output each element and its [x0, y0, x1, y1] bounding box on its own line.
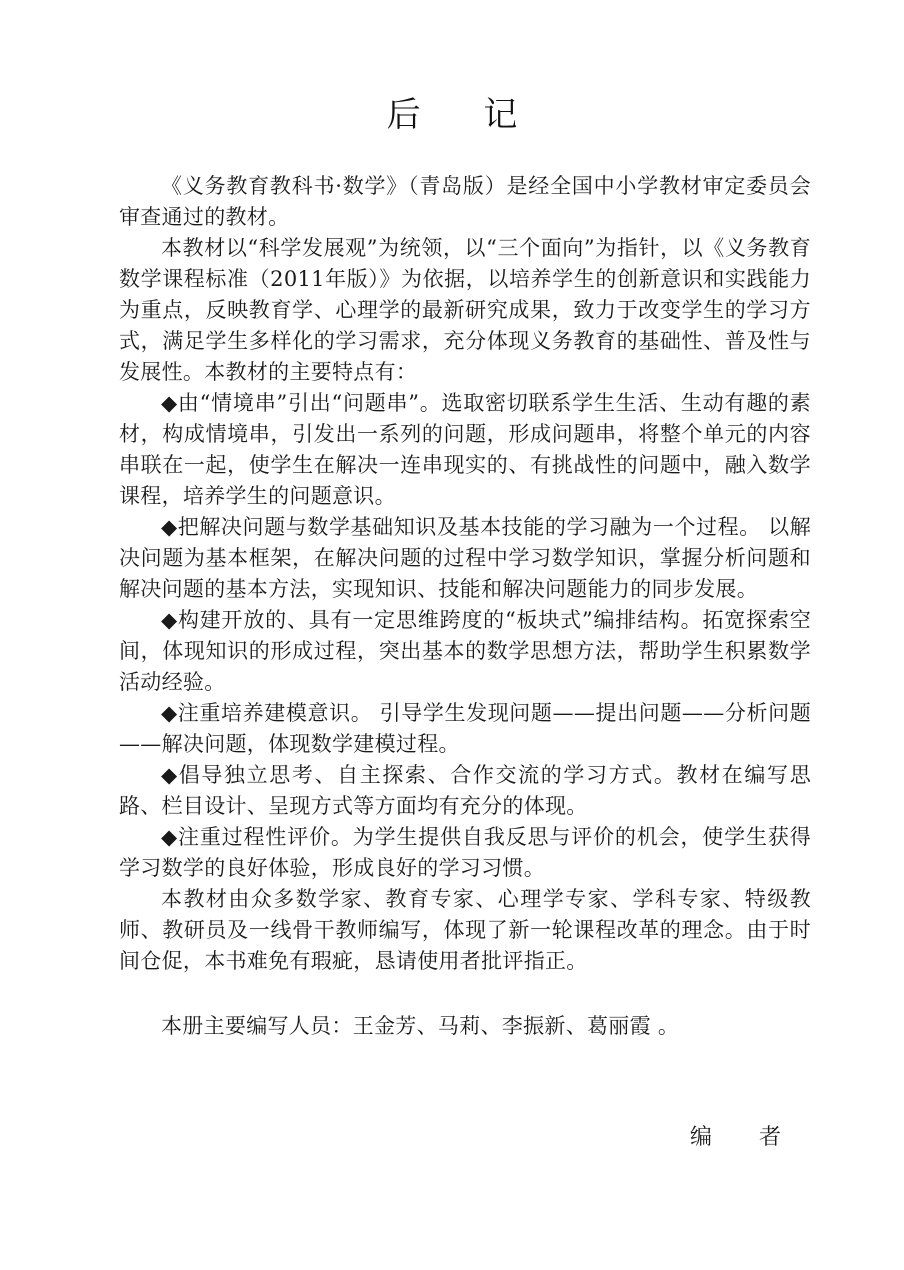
- body-text: [119, 171, 811, 977]
- paragraph-feature-1: ◆由“情境串”引出“问题串”。选取密切联系学生生活、生动有趣的素材，构成情境串，引发出一系列的问题，形成问题串，将整个单元的内容串联在一起，使学生在解决一连串现实的、有挑战性的问题中，融入数学课程，培养学生的问题意识。: [119, 391, 811, 508]
- paragraph-feature-6: ◆注重过程性评价。为学生提供自我反思与评价的机会，使学生获得学习数学的良好体验，形成良好的学习习惯。: [119, 825, 811, 880]
- page-title: 后 记: [386, 95, 544, 135]
- paragraph-intro: 《义务教育教科书·数学》（青岛版）是经全国中小学教材审定委员会审查通过的教材。: [119, 174, 811, 229]
- paragraph-philosophy: 本教材以“科学发展观”为统领，以“三个面向”为指针，以《义务教育数学课程标准（2011年版）》为依据，以培养学生的创新意识和实践能力为重点，反映教育学、心理学的最新研究成果，致力于改变学生的学习方式，满足学生多样化的学习需求，充分体现义务教育的基础性、普及性与发展性。本教材的主要特点有：: [119, 236, 811, 384]
- paragraph-feature-3: ◆构建开放的、具有一定思维跨度的“板块式”编排结构。拓宽探索空间，体现知识的形成过程，突出基本的数学思想方法，帮助学生积累数学活动经验。: [119, 608, 811, 694]
- signature: 编 者: [690, 1125, 801, 1150]
- paragraph-feature-5: ◆倡导独立思考、自主探索、合作交流的学习方式。教材在编写思路、栏目设计、呈现方式等方面均有充分的体现。: [119, 763, 811, 818]
- paragraph-feature-2: ◆把解决问题与数学基础知识及基本技能的学习融为一个过程。 以解决问题为基本框架，在解决问题的过程中学习数学知识，掌握分析问题和解决问题的基本方法，实现知识、技能和解决问题能力的同步发展。: [119, 515, 811, 601]
- paragraph-authors: 本教材由众多数学家、教育专家、心理学专家、学科专家、特级教师、教研员及一线骨干教师编写，体现了新一轮课程改革的理念。由于时间仓促，本书难免有瑕疵，恳请使用者批评指正。: [119, 887, 811, 973]
- paragraph-feature-4: ◆注重培养建模意识。 引导学生发现问题——提出问题——分析问题——解决问题，体现数学建模过程。: [119, 701, 811, 756]
- staff-line: 本册主要编写人员：王金芳、马莉、李振新、葛丽霞 。: [161, 1014, 680, 1038]
